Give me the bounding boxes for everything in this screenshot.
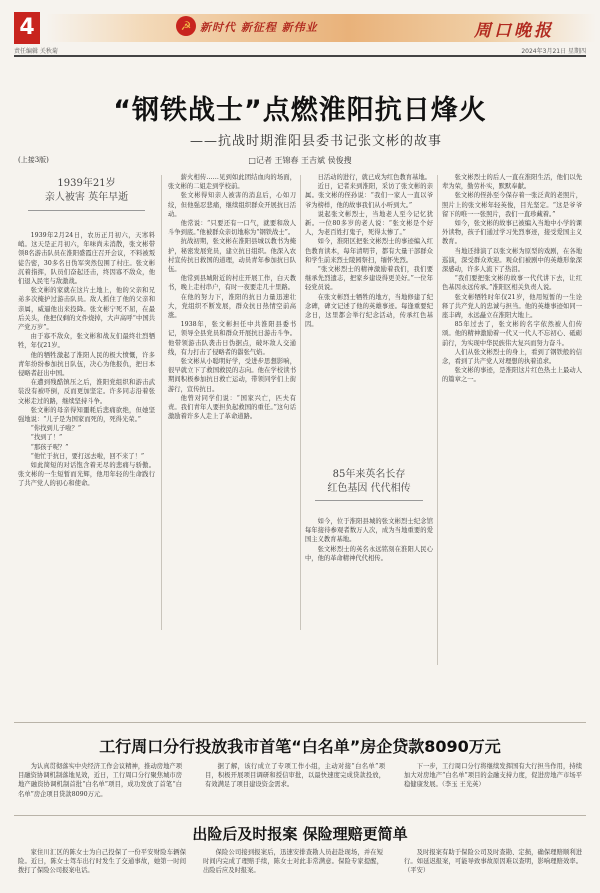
news-bank-loan-col-2 [205, 762, 385, 812]
section-subtitle-line1: 1939年21岁 [57, 178, 116, 189]
paragraph: “我们要把张文彬的故事一代代讲下去，让红色基因永远传承。”淮阳区相关负责人说。 [442, 275, 582, 292]
paragraph: 为认真贯彻落实中央经济工作会议精神，推动房地产项目融资协调机制落地见效，近日，工行周口分行聚焦城市房地产融资协调机制首批“白名单”项目，成功发放了首笔“白名单”房企项目贷款8090万元。 [18, 763, 182, 798]
column-divider [161, 175, 162, 630]
article-byline: □记者 王锦春 王吉斌 侯俊搜 [248, 156, 352, 165]
paragraph: 据了解，该行成立了专项工作小组，主动对接“白名单”项目，积极开展项目调研和授信审批，以最快速度完成贷款投放，有效满足了项目建设资金需求。 [205, 763, 385, 789]
news-headline-insurance: 出险后及时报案 保险理赔更简单 [192, 825, 408, 843]
section-subtitle-line1: 85年来英名长存 [332, 469, 406, 480]
party-emblem-icon: ☭ [176, 16, 196, 36]
paragraph: 如今，张文彬的故事已被编入当地中小学的课外读物，孩子们通过学习先烈事迹，接受爱国主义教育。 [442, 220, 582, 246]
paragraph: 在张文彬烈士牺牲的地方，当地修建了纪念碑，碑文记述了他的英雄事迹。每逢重要纪念日，这里都会举行纪念活动，传承红色基因。 [305, 293, 433, 329]
editor-credit: 责任编辑 关秋菊 [14, 48, 58, 55]
paragraph: 他常到县城附近的村庄开展工作，白天教书，晚上走村串户，有时一夜要走几十里路。 [168, 275, 296, 292]
paragraph: “你找到儿子啦？” [30, 425, 82, 433]
section-subtitle-85-years [305, 468, 433, 496]
paragraph: 如今，淮阳区把张文彬烈士的事迹编入红色教育读本，每年清明节，都有大量干部群众和学生前来烈士陵园祭扫，缅怀先烈。 [305, 238, 433, 264]
paragraph: 张文彬得知亲人被害的消息后，心如刀绞，但他强忍悲痛，继续组织群众开展抗日活动。 [168, 192, 296, 218]
section-subtitle-line2: 亲人被害 英年早逝 [44, 192, 129, 203]
paragraph: 张文彬的侄孙至今保存着一张泛黄的老照片，照片上的张文彬年轻英俊，目光坚定。“这是爷爷留下的唯一一张照片，我们一直珍藏着。” [442, 192, 582, 218]
news-insurance-col-3 [404, 848, 582, 892]
section-divider [14, 722, 586, 723]
header-meta [14, 46, 586, 55]
paragraph: 张文彬的事迹，是淮阳这片红色热土上最动人的篇章之一。 [442, 367, 582, 384]
paragraph: 由于寡不敌众，张文彬和战友们最终壮烈牺牲，年仅21岁。 [18, 333, 155, 350]
paragraph: “张文彬烈士的精神激励着我们，我们要继承先烈遗志，把家乡建设得更美好。”一位年轻党员说。 [305, 266, 433, 292]
paragraph: 说起张文彬烈士，当地老人至今记忆犹新。一位80多岁的老人说：“张文彬是个好人，为老百姓打鬼子，死得太惨了。” [305, 210, 433, 237]
paragraph: 85年过去了，张文彬的名字依然被人们传颂。他的精神激励着一代又一代人不忘初心、砥砺前行，为实现中华民族伟大复兴而努力奋斗。 [442, 321, 582, 347]
paragraph: 如今，位于淮阳县城的张文彬烈士纪念馆每年接待参观者数万人次，成为当地重要的爱国主义教育基地。 [305, 518, 433, 544]
paragraph: 薪火相传……见到如此团结血肉的场面，张文彬的二姐走到学校前。 [168, 174, 296, 191]
paragraph: “那孩子呢？” [30, 443, 69, 451]
article-column-3 [305, 173, 433, 633]
issue-date: 2024年3月21日 星期四 [521, 48, 586, 55]
paragraph: 他常说：“只要还有一口气，就要和敌人斗争到底。”他被群众亲切地称为“钢铁战士”。 [168, 220, 296, 237]
paragraph: 家住川汇区的陈女士为自己投保了一份平安财险车辆保险。近日，陈女士驾车出行时发生了交通事故，她第一时间拨打了保险公司报案电话。 [18, 849, 186, 875]
header-divider [14, 55, 586, 57]
news-headline-bank-loan: 工行周口分行投放我市首笔“白名单”房企贷款8090万元 [99, 737, 501, 756]
paragraph: 下一步，工行周口分行将继续发挥国有大行担当作用，持续加大对房地产“白名单”项目的金融支持力度，促进房地产市场平稳健康发展。（李玉 王光英） [404, 763, 582, 789]
page-number: 4 [14, 12, 40, 44]
paragraph: 如此简短的对话饱含着无尽的悲痛与骄傲。张文彬的一生短暂而光辉，他用年轻的生命践行了共产党人的初心和使命。 [18, 462, 155, 488]
news-insurance-col-1 [18, 848, 186, 892]
page-header [0, 0, 600, 58]
news-insurance-col-2 [203, 848, 383, 892]
article-column-1 [18, 173, 155, 633]
section-divider [14, 815, 586, 816]
article-column-2 [168, 173, 296, 633]
continued-tag: (上接3版) [18, 156, 49, 164]
paragraph: 近日，记者来到淮阳，采访了张文彬的亲属。张文彬的侄孙说：“我们一家人一直以爷爷为榜样，他的故事我们从小听到大。” [305, 183, 433, 209]
paragraph: 张文彬烈士的英名永远铭刻在淮阳人民心中，他的革命精神代代相传。 [305, 545, 433, 562]
paragraph: “找到了！” [30, 434, 63, 442]
column-1-text [18, 231, 155, 633]
paragraph: 人们从张文彬烈士的身上，看到了钢铁般的信念，看到了共产党人对理想的执着追求。 [442, 348, 582, 366]
paragraph: 张文彬从小聪明好学，受进步思想影响，很早就立下了救国救民的志向。他在学校读书期间积极参加抗日救亡运动，带领同学们上街游行，宣传抗日。 [168, 358, 296, 393]
column-divider [300, 175, 301, 630]
paragraph: 日活动的进行，就已成为红色教育基地。 [317, 174, 431, 181]
paragraph: 在遭到残酷镇压之后，淮阳党组织和游击武装没有被吓倒，反而更加坚定。许多同志沿着张文彬走过的路，继续坚持斗争。 [18, 379, 155, 405]
column-divider [437, 175, 438, 665]
paragraph: 当地还排演了以张文彬为原型的戏剧，在各地巡演，深受群众欢迎。观众们被剧中的英雄形象深深感动，许多人流下了热泪。 [442, 247, 582, 274]
paragraph: 1939年2月24日，农历正月初六，天寒料峭。这天是正月初六，年味尚未消散，张文彬带领8名游击队员在淮阳盛霞庄召开会议，不料被叛徒告密，30多名日伪军突然包围了村庄。张文彬沉着指挥，队员们奋起还击，终因寡不敌众，他们退入民宅与敌激战。 [18, 232, 155, 286]
paragraph: 他的牺牲激起了淮阳人民的极大愤慨，许多青年纷纷参加抗日队伍，决心为他报仇，把日本侵略者赶出中国。 [18, 351, 155, 378]
newspaper-logo: 周口晚报 [474, 21, 554, 41]
paragraph: 在他的努力下，淮阳的抗日力量迅速壮大，党组织不断发展，群众抗日热情空前高涨。 [168, 293, 296, 320]
article-subhead: ——抗战时期淮阳县委书记张文彬的故事 [190, 134, 443, 149]
news-bank-loan-col-1 [18, 762, 182, 812]
column-3-text-top [305, 173, 433, 465]
header-slogan: 新时代 新征程 新伟业 [200, 21, 318, 34]
column-3-text-bottom [305, 517, 433, 633]
paragraph: 他曾对同学们说：“国家兴亡，匹夫有责。我们青年人要担负起救国的重任。”这句话激励着许多人走上了革命道路。 [168, 394, 296, 421]
paragraph: 张文彬牺牲时年仅21岁，他用短暂的一生诠释了共产党人的忠诚与担当。他的英雄事迹如同一座丰碑，永远矗立在淮阳大地上。 [442, 293, 582, 320]
paragraph: 保险公司接到报案后，迅速安排查勘人员赶赴现场，并在短时间内完成了理赔手续，陈女士对此非常满意。保险专家提醒，出险后应及时报案。 [203, 849, 383, 875]
paragraph: “他忙于抗日，要打远去啦，回不来了！” [30, 452, 145, 460]
paragraph: 张文彬的家就在这片土地上，他的父亲和兄弟多次掩护过游击队员。敌人抓住了他的父亲和亲属，威逼他出来投降。张文彬宁死不屈，在最后关头，他把仅剩的文件烧掉，大声高呼“中国共产党万岁”。 [18, 287, 155, 332]
article-column-4 [442, 173, 582, 668]
paragraph: 1938年，张文彬担任中共淮阳县委书记，领导全县党员和群众开展抗日游击斗争。他带领游击队袭击日伪据点，破坏敌人交通线，有力打击了侵略者的嚣张气焰。 [168, 321, 296, 356]
paragraph: 及时报案有助于保险公司及时查勘、定损，确保理赔顺利进行。如延迟报案，可能导致事故原因难以查明，影响理赔效率。（平安） [404, 849, 582, 875]
news-bank-loan-col-3 [404, 762, 582, 812]
paragraph: 张文彬的母亲得知噩耗后悲痛欲绝，但她坚强地说：“儿子是为国家而死的，死得光荣。” [18, 406, 155, 424]
section-subtitle-line2: 红色基因 代代相传 [327, 483, 411, 494]
article-headline: “钢铁战士”点燃淮阳抗日烽火 [113, 95, 487, 126]
paragraph: 张文彬烈士的后人一直在淮阳生活，他们以先辈为荣，勤劳朴实，默默奉献。 [442, 174, 582, 191]
subtitle-underline [315, 500, 423, 501]
paragraph: 抗战初期，张文彬在淮阳县城以教书为掩护，秘密发展党员，建立抗日组织。他深入农村宣传抗日救国的道理，动员青年参加抗日队伍。 [168, 238, 296, 274]
